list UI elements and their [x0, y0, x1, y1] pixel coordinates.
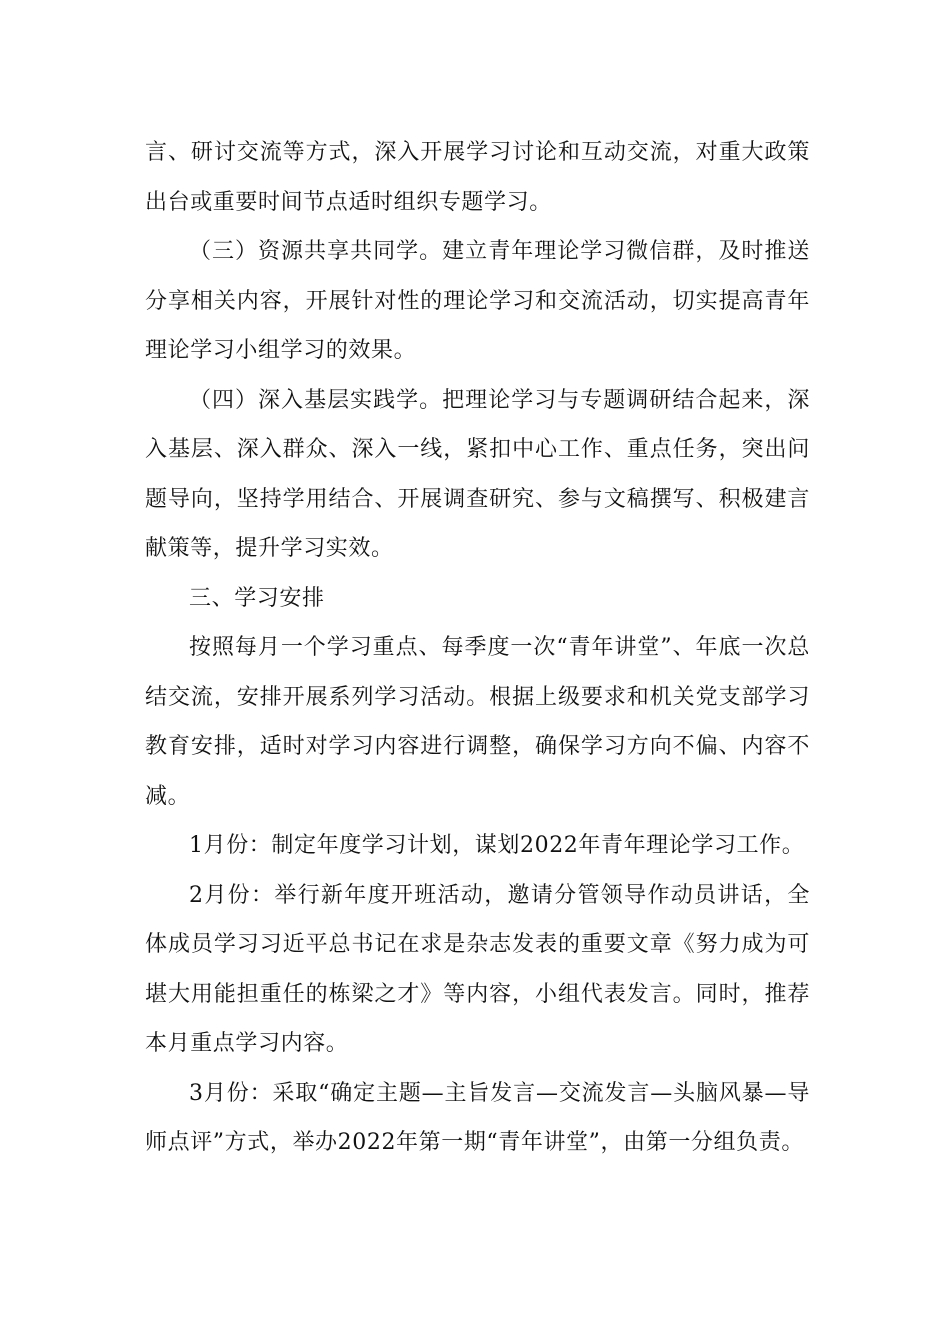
paragraph-continuation: 言、研讨交流等方式，深入开展学习讨论和互动交流，对重大政策出台或重要时间节点适时组织专题学习。 [145, 140, 810, 215]
document-body [145, 128, 810, 1168]
paragraph-resource-sharing: （三）资源共享共同学。建立青年理论学习微信群，及时推送分享相关内容，开展针对性的理论学习和交流活动，切实提高青年理论学习小组学习的效果。 [145, 239, 810, 363]
paragraph-february: 2月份：举行新年度开班活动，邀请分管领导作动员讲话，全体成员学习习近平总书记在求是杂志发表的重要文章《努力成为可堪大用能担重任的栋梁之才》等内容，小组代表发言。同时，推荐本月重点学习内容。 [145, 882, 810, 1056]
paragraph-january: 1月份：制定年度学习计划，谋划2022年青年理论学习工作。 [189, 833, 805, 858]
paragraph-arrangement-overview: 按照每月一个学习重点、每季度一次“青年讲堂”、年底一次总结交流，安排开展系列学习活动。根据上级要求和机关党支部学习教育安排，适时对学习内容进行调整，确保学习方向不偏、内容不减。 [145, 635, 810, 809]
paragraph-grassroots-practice: （四）深入基层实践学。把理论学习与专题调研结合起来，深入基层、深入群众、深入一线，紧扣中心工作、重点任务，突出问题导向，坚持学用结合、开展调查研究、参与文稿撰写、积极建言献策等，提升学习实效。 [145, 387, 810, 561]
paragraph-march: 3月份：采取“确定主题—主旨发言—交流发言—头脑风暴—导师点评”方式，举办2022年第一期“青年讲堂”，由第一分组负责。 [145, 1080, 810, 1155]
section-heading-study-arrangement: 三、学习安排 [189, 585, 325, 611]
